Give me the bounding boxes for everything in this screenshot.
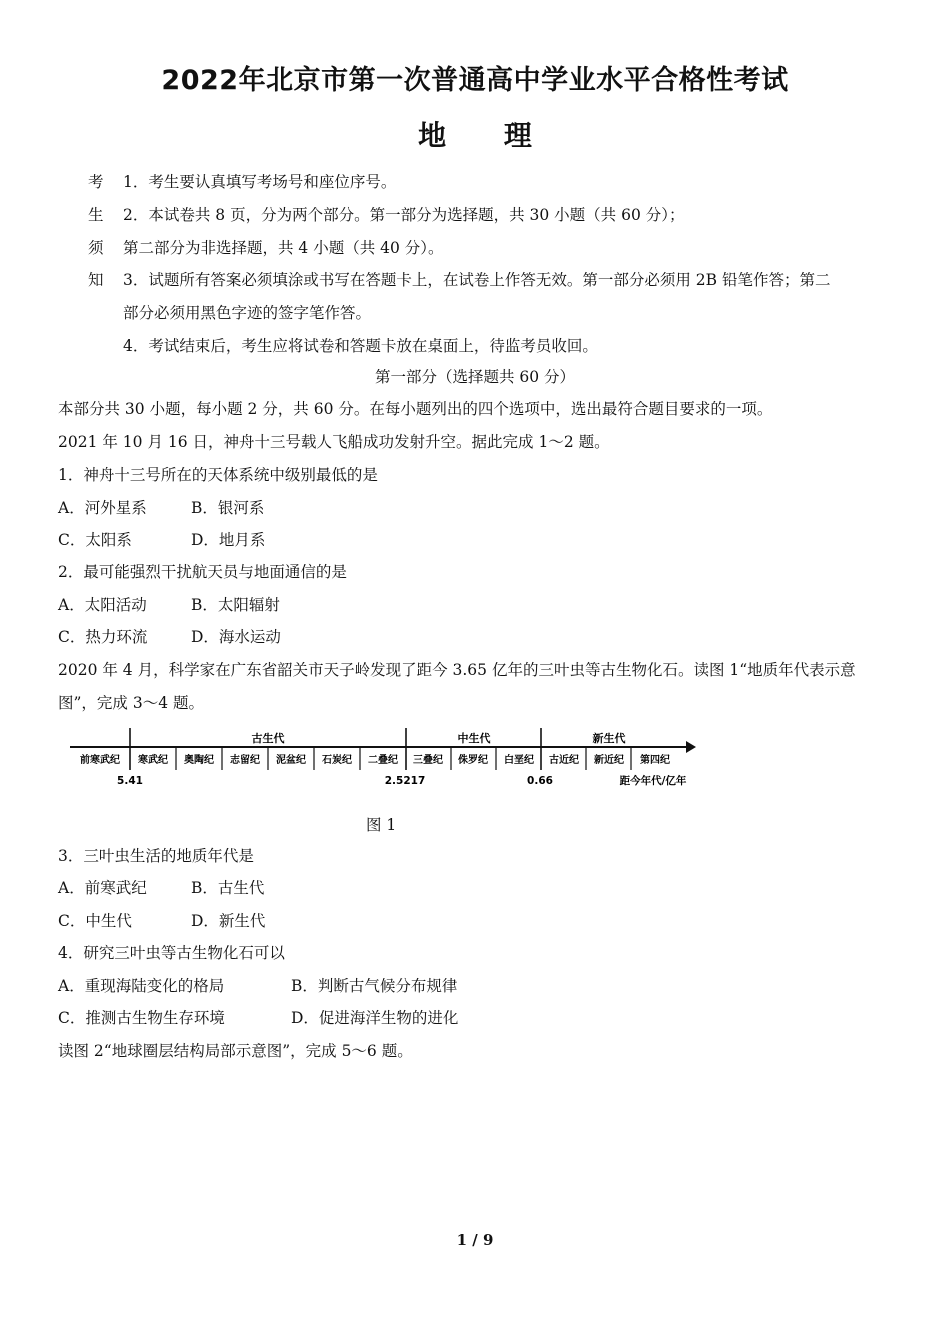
timeline-arrow [686, 741, 696, 753]
age-label: 0.66 [527, 775, 553, 787]
era-label-paleozoic: 古生代 [251, 732, 285, 745]
q4-option-a: A．重现海陆变化的格局 [58, 977, 225, 995]
q4-option-b: B．判断古气候分布规律 [291, 977, 458, 995]
notice-char-2: 生 [88, 206, 104, 224]
q3-4-intro-line2: 图”，完成 3～4 题。 [58, 694, 205, 712]
q1-option-c: C．太阳系 [58, 531, 132, 549]
q5-6-intro: 读图 2“地球圈层结构局部示意图”，完成 5～6 题。 [58, 1042, 413, 1060]
q3-4-intro-line1: 2020 年 4 月，科学家在广东省韶关市天子岭发现了距今 3.65 亿年的三叶虫等古生物化石。读图 1“地质年代表示意 [58, 661, 856, 679]
notice-line-3: 第二部分为非选择题，共 4 小题（共 40 分）。 [123, 239, 444, 257]
q4-option-c: C．推测古生物生存环境 [58, 1009, 225, 1027]
q1-option-a: A．河外星系 [58, 499, 147, 517]
notice-line-4: 3．试题所有答案必须填涂或书写在答题卡上，在试卷上作答无效。第一部分必须用 2B 铅笔作答；第二 [123, 271, 831, 289]
q1-option-d: D．地月系 [191, 531, 266, 549]
notice-line-5: 部分必须用黑色字迹的签字笔作答。 [123, 304, 372, 322]
q2-option-a: A．太阳活动 [58, 596, 147, 614]
q2-option-c: C．热力环流 [58, 628, 148, 646]
period-label: 古近纪 [549, 755, 579, 766]
period-label: 石炭纪 [322, 755, 352, 766]
period-label: 二叠纪 [368, 755, 398, 766]
q1-option-b: B．银河系 [191, 499, 265, 517]
subject-title: 地 理 [418, 119, 532, 152]
notice-line-6: 4．考试结束后，考生应将试卷和答题卡放在桌面上，待监考员收回。 [123, 337, 598, 355]
period-label: 前寒武纪 [80, 755, 120, 766]
period-label: 三叠纪 [413, 755, 443, 766]
exam-title: 2022年北京市第一次普通高中学业水平合格性考试 [161, 65, 789, 96]
era-label-cenozoic: 新生代 [592, 732, 626, 745]
period-label: 奥陶纪 [184, 755, 214, 766]
q2-option-b: B．太阳辐射 [191, 596, 280, 614]
axis-unit-label: 距今年代/亿年 [619, 775, 687, 787]
period-label: 第四纪 [640, 755, 670, 766]
q3-option-d: D．新生代 [191, 912, 266, 930]
period-label: 新近纪 [594, 755, 624, 766]
q2-stem: 2．最可能强烈干扰航天员与地面通信的是 [58, 563, 347, 581]
figure1-caption: 图 1 [366, 816, 397, 834]
part1-instruction: 本部分共 30 小题，每小题 2 分，共 60 分。在每小题列出的四个选项中，选出最符合题目要求的一项。 [58, 400, 773, 418]
period-label: 寒武纪 [138, 755, 168, 766]
q1-stem: 1．神舟十三号所在的天体系统中级别最低的是 [58, 466, 378, 484]
notice-char-3: 须 [88, 239, 104, 257]
geologic-timescale-figure [68, 726, 708, 790]
q3-option-b: B．古生代 [191, 879, 265, 897]
period-label: 侏罗纪 [458, 755, 488, 766]
q3-option-c: C．中生代 [58, 912, 132, 930]
notice-line-2: 2．本试卷共 8 页，分为两个部分。第一部分为选择题，共 30 小题（共 60 分）； [123, 206, 685, 224]
part1-heading: 第一部分（选择题共 60 分） [374, 368, 576, 386]
q4-stem: 4．研究三叶虫等古生物化石可以 [58, 944, 285, 962]
notice-char-1: 考 [88, 173, 104, 191]
notice-char-4: 知 [88, 271, 104, 289]
period-label: 志留纪 [230, 755, 260, 766]
era-label-mesozoic: 中生代 [457, 732, 491, 745]
page-number: 1 / 9 [456, 1231, 494, 1249]
q2-option-d: D．海水运动 [191, 628, 281, 646]
q3-stem: 3．三叶虫生活的地质年代是 [58, 847, 254, 865]
q3-option-a: A．前寒武纪 [58, 879, 147, 897]
age-label: 2.5217 [384, 775, 426, 787]
q4-option-d: D．促进海洋生物的进化 [291, 1009, 459, 1027]
q1-2-intro: 2021 年 10 月 16 日，神舟十三号载人飞船成功发射升空。据此完成 1～2 题。 [58, 433, 610, 451]
period-label: 白垩纪 [504, 755, 534, 766]
period-label: 泥盆纪 [276, 755, 306, 766]
notice-line-1: 1．考生要认真填写考场号和座位序号。 [123, 173, 397, 191]
age-label: 5.41 [117, 775, 143, 787]
